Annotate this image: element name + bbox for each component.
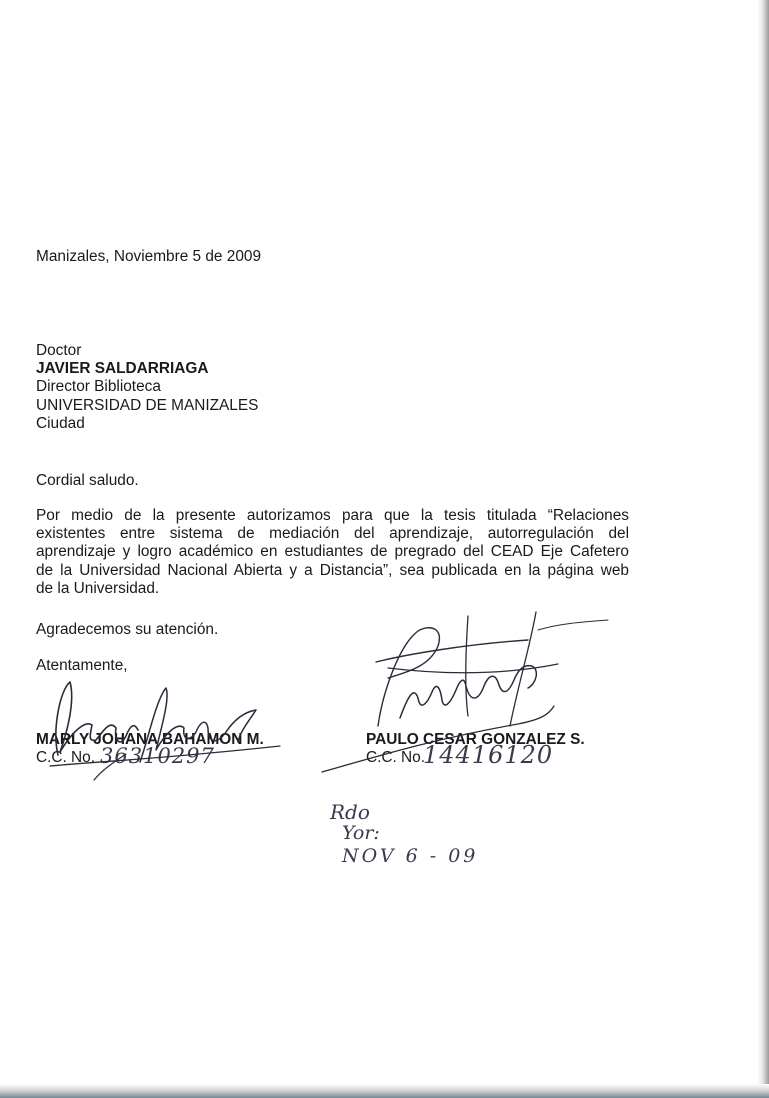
place-date: Manizales, Noviembre 5 de 2009	[36, 248, 261, 265]
body-line: Por medio de la presente autorizamos para que la tesis titulada “Relaciones	[36, 507, 629, 524]
recipient-title: Doctor	[36, 342, 82, 359]
page-edge-bottom	[0, 1084, 769, 1098]
body-line: existentes entre sistema de mediación del aprendizaje, autorregulación del	[36, 525, 629, 543]
thanks-line: Agradecemos su atención.	[36, 621, 219, 638]
page-edge-right	[757, 0, 769, 1098]
recipient-position: Director Biblioteca	[36, 378, 161, 395]
recipient-city: Ciudad	[36, 415, 85, 432]
signatory-1-signature	[30, 670, 290, 780]
received-note-line3: NOV 6 - 09	[342, 845, 479, 867]
recipient-name: JAVIER SALDARRIAGA	[36, 360, 209, 377]
signatory-1-name: MARLY JOHANA BAHAMON M.	[36, 731, 264, 748]
greeting: Cordial saludo.	[36, 472, 139, 489]
signatory-2-name: PAULO CESAR GONZALEZ S.	[366, 731, 585, 748]
closing-line: Atentamente,	[36, 657, 128, 674]
received-note-line1: Rdo	[330, 800, 370, 824]
signatory-2-signature	[318, 606, 618, 776]
signatory-2-id-label: C.C. No.	[366, 749, 426, 766]
body-paragraph	[36, 507, 629, 598]
received-note-line2: Yor:	[342, 822, 380, 844]
body-line: de la Universidad.	[36, 579, 160, 597]
signatory-2-id-handwritten: 14416120	[423, 741, 554, 769]
signatory-1-id-handwritten: 36310297	[100, 744, 215, 768]
signatory-1-id-label: C.C. No.	[36, 749, 96, 766]
recipient-institution: UNIVERSIDAD DE MANIZALES	[36, 397, 259, 414]
body-line: aprendizaje y logro académico en estudiantes de pregrado del CEAD Eje Cafetero	[36, 543, 629, 561]
body-line: de la Universidad Nacional Abierta y a Distancia”, sea publicada en la página web	[36, 561, 629, 579]
